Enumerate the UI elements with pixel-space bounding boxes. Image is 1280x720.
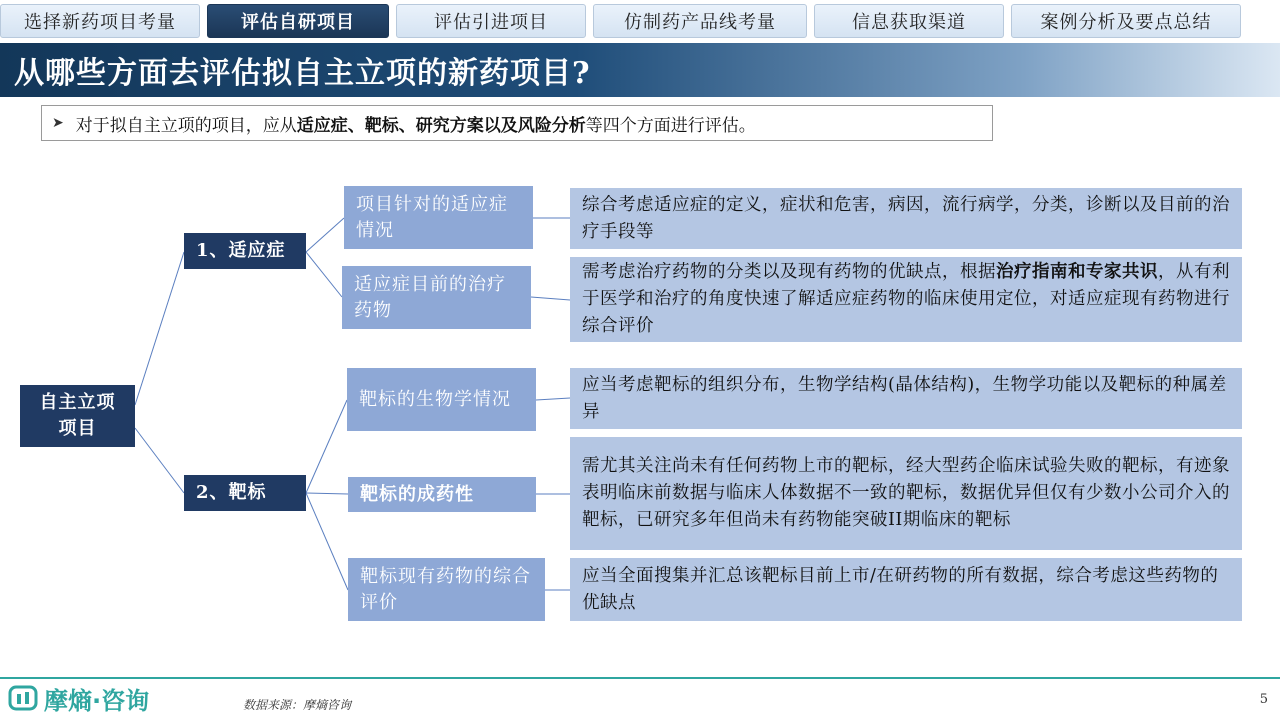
desc-indication-current-drugs — [570, 257, 1242, 342]
page-title: 从哪些方面去评估拟自主立项的新药项目? — [14, 56, 591, 91]
desc-indication-situation-text: 综合考虑适应症的定义，症状和危害，病因，流行病学，分类，诊断以及目前的治疗手段等 — [582, 194, 1230, 242]
item-indication-current-drugs — [342, 266, 531, 329]
desc-indication-current-drugs-text — [582, 259, 1230, 340]
tab-new-drug-considerations[interactable]: 选择新药项目考量 — [0, 4, 200, 38]
tab-case-analysis[interactable]: 案例分析及要点总结 — [1011, 4, 1241, 38]
desc-target-drug-evaluation — [570, 558, 1242, 621]
title-banner — [0, 43, 1280, 97]
desc-part-post: ，从有利于医学和治疗的角度快速了解适应症药物的临床使用定位，对适应症现有药物进行综合评价 — [582, 262, 1230, 336]
desc-target-biology-text: 应当考虑靶标的组织分布，生物学结构(晶体结构)，生物学功能以及靶标的种属差异 — [582, 374, 1227, 422]
logo-mark-icon — [8, 683, 38, 713]
item-target-druggability — [348, 477, 536, 512]
tab-information-channels[interactable]: 信息获取渠道 — [814, 4, 1004, 38]
item-indication-current-drugs-label: 适应症目前的治疗药物 — [354, 273, 506, 321]
desc-part-bold: 治疗指南和专家共识 — [996, 262, 1158, 282]
tab-generic-pipeline[interactable]: 仿制药产品线考量 — [593, 4, 807, 38]
item-target-druggability-label: 靶标的成药性 — [360, 483, 474, 505]
desc-target-drug-evaluation-text: 应当全面搜集并汇总该靶标目前上市/在研药物的所有数据，综合考虑这些药物的优缺点 — [582, 565, 1219, 613]
item-indication-situation-label: 项目针对的适应症情况 — [356, 193, 508, 241]
item-target-drug-evaluation — [348, 558, 545, 621]
desc-indication-situation — [570, 188, 1242, 249]
tab-evaluate-licensed[interactable]: 评估引进项目 — [396, 4, 586, 38]
data-source: 数据来源：摩熵咨询 — [243, 698, 352, 712]
bullet-arrow-icon: ➤ — [52, 115, 64, 131]
page-number: 5 — [1259, 692, 1268, 707]
footer-divider — [0, 677, 1280, 679]
tree-root-label: 自主立项项目 — [39, 392, 116, 439]
item-target-drug-evaluation-label: 靶标现有药物的综合评价 — [360, 565, 531, 613]
tree-root — [20, 385, 135, 447]
item-target-biology — [347, 368, 536, 431]
company-logo — [8, 683, 149, 713]
tab-evaluate-self-developed[interactable]: 评估自研项目 — [207, 4, 389, 38]
branch-target — [184, 475, 306, 511]
branch-indication — [184, 233, 306, 269]
intro-box — [41, 105, 993, 141]
item-target-biology-label: 靶标的生物学情况 — [359, 388, 511, 410]
item-indication-situation — [344, 186, 533, 249]
intro-suffix: 等四个方面进行评估。 — [585, 115, 756, 136]
desc-target-druggability-text: 需尤其关注尚未有任何药物上市的靶标，经大型药企临床试验失败的靶标，有迹象表明临床前数据与临床人体数据不一致的靶标，数据优异但仅有少数小公司介入的靶标，已研究多年但尚未有药物能突破II期临床的靶标 — [582, 456, 1230, 530]
intro-bold: 适应症、靶标、研究方案以及风险分析 — [296, 115, 586, 136]
branch-target-label: 2、靶标 — [196, 482, 267, 503]
desc-target-druggability — [570, 437, 1242, 550]
intro-prefix: 对于拟自主立项的项目，应从 — [75, 115, 297, 136]
tab-bar — [0, 2, 1280, 40]
desc-part-pre: 需考虑治疗药物的分类以及现有药物的优缺点，根据 — [582, 262, 996, 282]
branch-indication-label: 1、适应症 — [196, 240, 286, 261]
desc-target-biology — [570, 368, 1242, 429]
logo-text: 摩熵·咨询 — [44, 686, 150, 715]
